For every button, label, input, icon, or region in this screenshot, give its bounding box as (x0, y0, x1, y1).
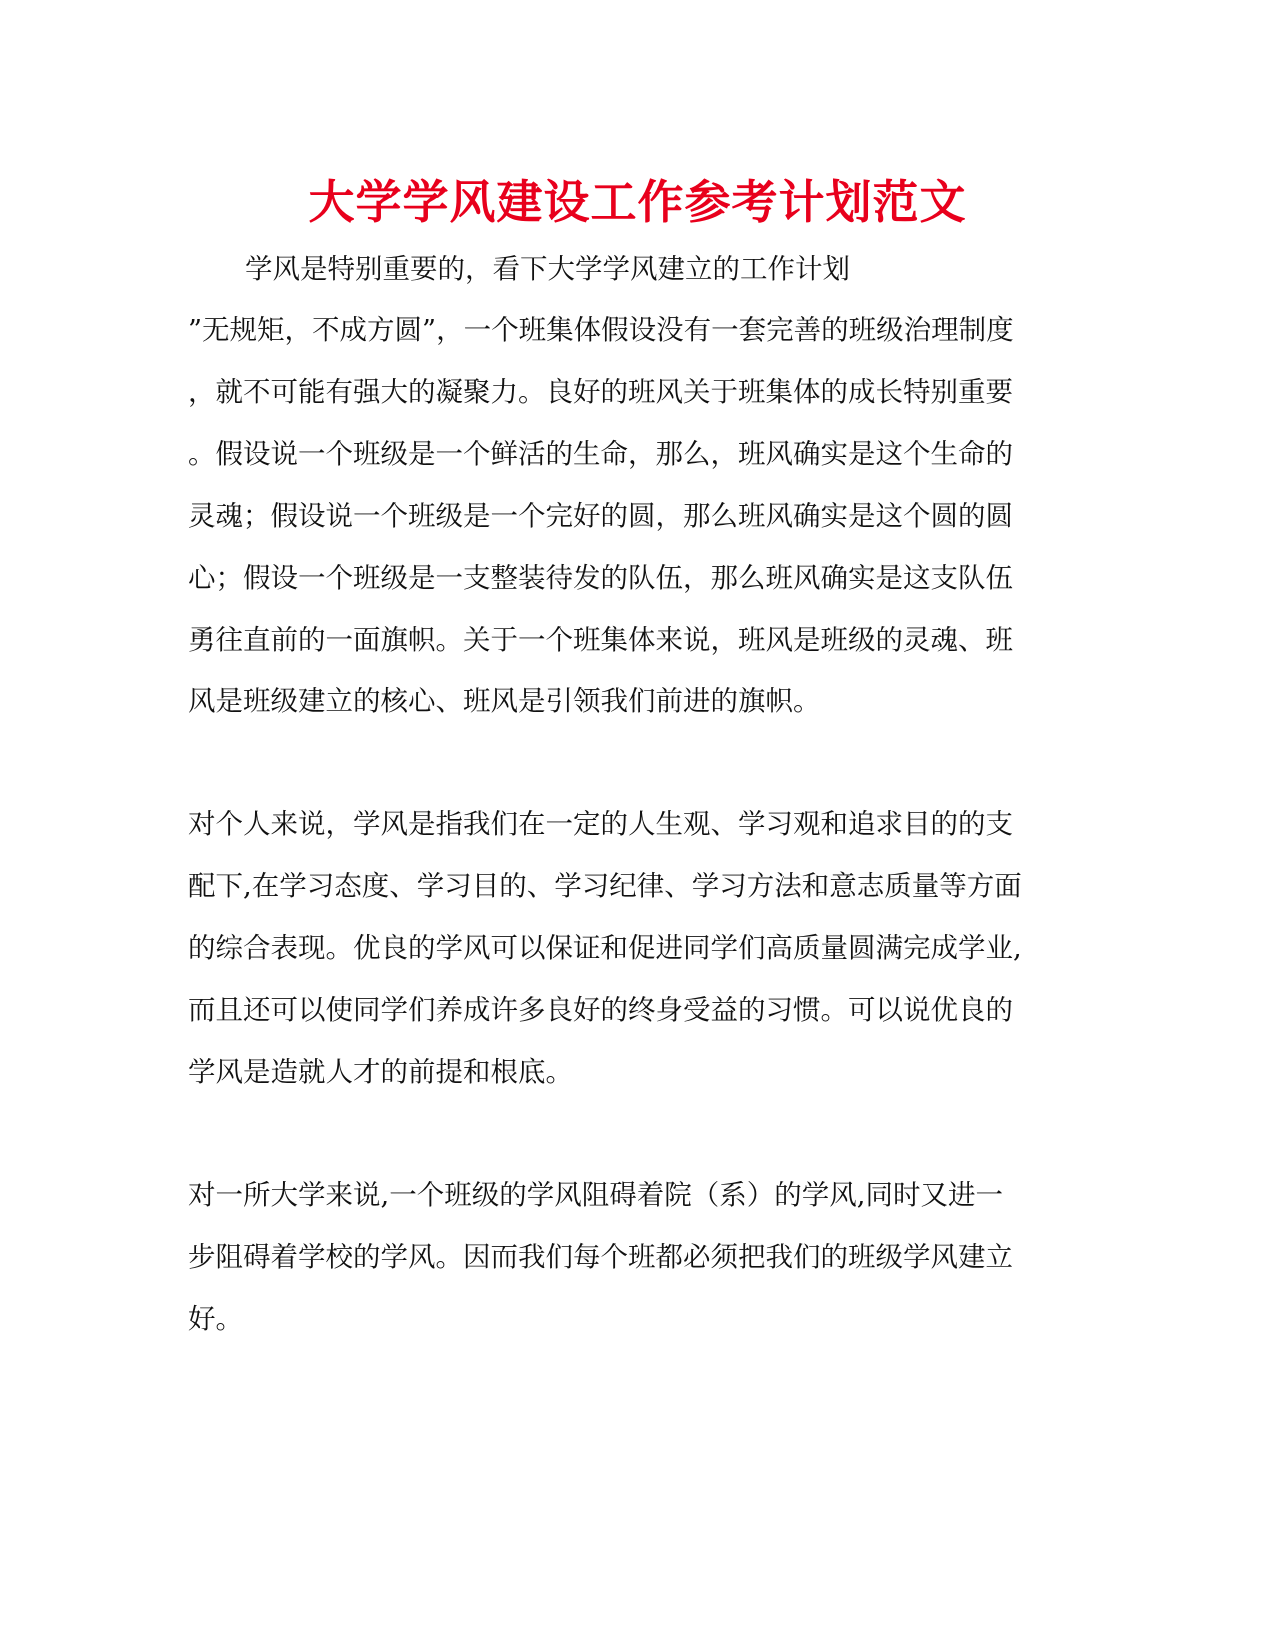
paragraph-line: 。假设说一个班级是一个鲜活的生命，那么，班风确实是这个生命的 (188, 438, 1013, 470)
paragraph-line: 的综合表现。优良的学风可以保证和促进同学们高质量圆满完成学业, (188, 932, 1022, 964)
paragraph-line: ，就不可能有强大的凝聚力。良好的班风关于班集体的成长特别重要 (188, 376, 1013, 408)
paragraph-line: 勇往直前的一面旗帜。关于一个班集体来说，班风是班级的灵魂、班 (188, 624, 1013, 656)
paragraph-line: 学风是造就人才的前提和根底。 (188, 1056, 573, 1088)
paragraph-line: 配下,在学习态度、学习目的、学习纪律、学习方法和意志质量等方面 (188, 870, 1022, 902)
paragraph-line: 好。 (188, 1303, 243, 1335)
paragraph-line: 对个人来说，学风是指我们在一定的人生观、学习观和追求目的的支 (188, 808, 1013, 840)
paragraph-line: 步阻碍着学校的学风。因而我们每个班都必须把我们的班级学风建立 (188, 1241, 1013, 1273)
paragraph-line: 而且还可以使同学们养成许多良好的终身受益的习惯。可以说优良的 (188, 994, 1013, 1026)
paragraph-line: 心；假设一个班级是一支整装待发的队伍，那么班风确实是这支队伍 (188, 562, 1013, 594)
intro-line: 学风是特别重要的，看下大学学风建立的工作计划 (245, 253, 850, 285)
paragraph-line: 灵魂；假设说一个班级是一个完好的圆，那么班风确实是这个圆的圆 (188, 500, 1013, 532)
paragraph-line: ”无规矩，不成方圆”，一个班集体假设没有一套完善的班级治理制度 (188, 314, 1014, 346)
paragraph-line: 风是班级建立的核心、班风是引领我们前进的旗帜。 (188, 685, 821, 717)
document-title: 大学学风建设工作参考计划范文 (308, 175, 967, 229)
paragraph-line: 对一所大学来说,一个班级的学风阻碍着院（系）的学风,同时又进一 (188, 1179, 1003, 1211)
